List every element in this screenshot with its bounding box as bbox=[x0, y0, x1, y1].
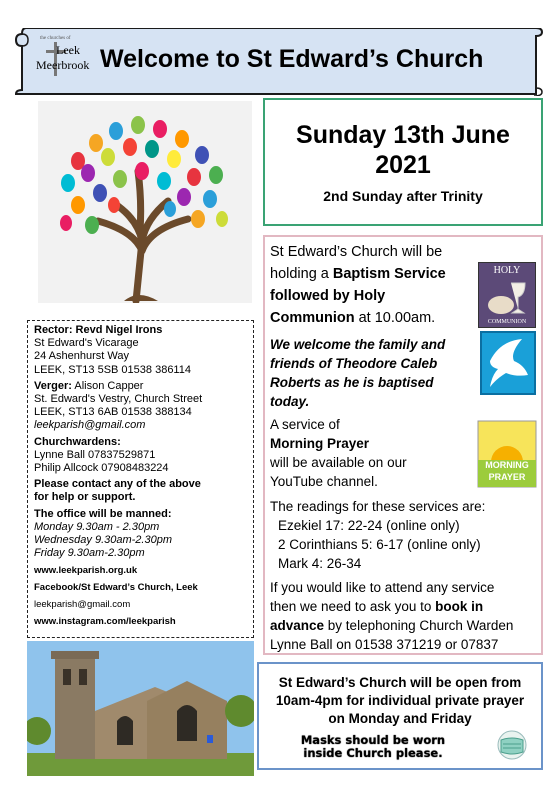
parish-logo bbox=[36, 36, 94, 78]
morning-prayer-label: Morning Prayer bbox=[270, 436, 370, 451]
morning-prayer-line-4: YouTube channel. bbox=[270, 474, 378, 489]
baptism-line-2-text: holding a bbox=[270, 266, 333, 282]
liturgical-day: 2nd Sunday after Trinity bbox=[323, 188, 483, 204]
attend-line-2-text: then we need to ask you to bbox=[270, 599, 436, 614]
communion-label: Communion bbox=[270, 310, 355, 326]
facebook-link[interactable]: Facebook/St Edward’s Church, Leek bbox=[34, 582, 198, 594]
verger-line bbox=[34, 380, 247, 393]
verger-address-2: LEEK, ST13 6AB 01538 388134 bbox=[34, 406, 192, 419]
morning-prayer-line-3: will be available on our bbox=[270, 455, 407, 470]
churchwardens-label: Churchwardens: bbox=[34, 435, 121, 448]
baptism-line-3: followed by Holy bbox=[270, 288, 386, 304]
readings-intro: The readings for these services are: bbox=[270, 499, 486, 514]
office-hours-friday: Friday 9.30am-2.30pm bbox=[34, 547, 145, 560]
book-in-label: book in bbox=[435, 599, 484, 614]
opening-line-2: 10am-4pm for individual private prayer bbox=[275, 693, 525, 708]
attend-line-3 bbox=[270, 616, 513, 635]
attend-line-1: If you would like to attend any service bbox=[270, 580, 495, 595]
rector-address-2: 24 Ashenhurst Way bbox=[34, 350, 129, 363]
contact-note-1: Please contact any of the above bbox=[34, 478, 201, 491]
contact-info-box bbox=[27, 320, 254, 638]
baptism-line-2 bbox=[270, 264, 446, 284]
verger-email[interactable]: leekparish@gmail.com bbox=[34, 419, 146, 432]
advance-label: advance bbox=[270, 618, 325, 633]
service-date-box bbox=[263, 98, 543, 226]
morning-prayer-icon-top-label: MORNING bbox=[485, 460, 529, 470]
holy-communion-bottom-label: COMMUNION bbox=[487, 319, 527, 325]
holy-communion-icon bbox=[478, 262, 536, 328]
page-title: Welcome to St Edward’s Church bbox=[100, 45, 484, 73]
baptism-line-1: St Edward’s Church will be bbox=[270, 244, 443, 260]
church-photo bbox=[27, 641, 254, 776]
opening-line-3: on Monday and Friday bbox=[328, 711, 472, 726]
face-mask-icon bbox=[495, 730, 529, 760]
email-link[interactable]: leekparish@gmail.com bbox=[34, 599, 131, 611]
office-hours-label: The office will be manned: bbox=[34, 507, 172, 520]
dove-icon bbox=[480, 331, 536, 395]
attend-line-4: Lynne Ball on 01538 371219 or 07837 bbox=[270, 637, 499, 652]
holy-communion-top-label: HOLY bbox=[493, 265, 521, 276]
opening-hours-box bbox=[257, 662, 543, 770]
contact-note-2: for help or support. bbox=[34, 491, 136, 504]
service-date: Sunday 13th June bbox=[296, 121, 510, 149]
services-box bbox=[263, 235, 543, 655]
tree-of-hands-image bbox=[38, 101, 252, 303]
welcome-line-1: We welcome the family and bbox=[270, 337, 446, 352]
reading-2: 2 Corinthians 5: 6-17 (online only) bbox=[278, 537, 481, 552]
baptism-line-4 bbox=[270, 308, 435, 328]
masks-notice bbox=[273, 734, 473, 760]
reading-1: Ezekiel 17: 22-24 (online only) bbox=[278, 518, 460, 533]
verger-label: Verger: bbox=[34, 379, 72, 392]
morning-prayer-icon bbox=[477, 420, 537, 488]
church-building-icon bbox=[27, 641, 254, 776]
attend-line-2 bbox=[270, 597, 483, 616]
verger-address-1: St. Edward's Vestry, Church Street bbox=[34, 393, 203, 406]
rector-address-3: LEEK, ST13 5SB 01538 386114 bbox=[34, 363, 191, 376]
baptism-service-label: Baptism Service bbox=[332, 266, 446, 282]
attend-line-3-text: by telephoning Church Warden bbox=[324, 618, 514, 633]
logo-leek-text: Leek bbox=[56, 43, 80, 57]
logo-caption: the churches of bbox=[40, 36, 71, 41]
churchwarden-1: Lynne Ball 07837529871 bbox=[34, 448, 156, 461]
reading-3: Mark 4: 26-34 bbox=[278, 556, 362, 571]
office-hours-wednesday: Wednesday 9.30am-2.30pm bbox=[34, 534, 172, 547]
rector-label: Rector: Revd Nigel Irons bbox=[34, 324, 163, 336]
churchwarden-2: Philip Allcock 07908483224 bbox=[34, 462, 169, 475]
welcome-line-2: friends of Theodore Caleb bbox=[270, 356, 438, 371]
chalice-icon bbox=[479, 277, 537, 321]
verger-name: Alison Capper bbox=[71, 379, 144, 392]
service-year: 2021 bbox=[375, 151, 431, 179]
instagram-link[interactable]: www.instagram.com/leekparish bbox=[34, 616, 176, 628]
logo-meerbrook-text: Meerbrook bbox=[36, 58, 90, 72]
communion-time: at 10.00am. bbox=[354, 310, 436, 326]
morning-prayer-line-1: A service of bbox=[270, 417, 340, 432]
morning-prayer-icon-bottom-label: PRAYER bbox=[488, 472, 526, 482]
website-link[interactable]: www.leekparish.org.uk bbox=[34, 565, 138, 577]
office-hours-monday: Monday 9.30am - 2.30pm bbox=[34, 520, 160, 533]
welcome-line-3: Roberts as he is baptised bbox=[270, 375, 434, 390]
opening-line-1: St Edward’s Church will be open from bbox=[278, 675, 522, 690]
rector-address-1: St Edward's Vicarage bbox=[34, 337, 139, 350]
welcome-line-4: today. bbox=[270, 394, 310, 409]
masks-line-1: Masks should be worn bbox=[300, 733, 446, 747]
tree-icon bbox=[38, 101, 252, 303]
masks-line-2: inside Church please. bbox=[303, 746, 443, 760]
